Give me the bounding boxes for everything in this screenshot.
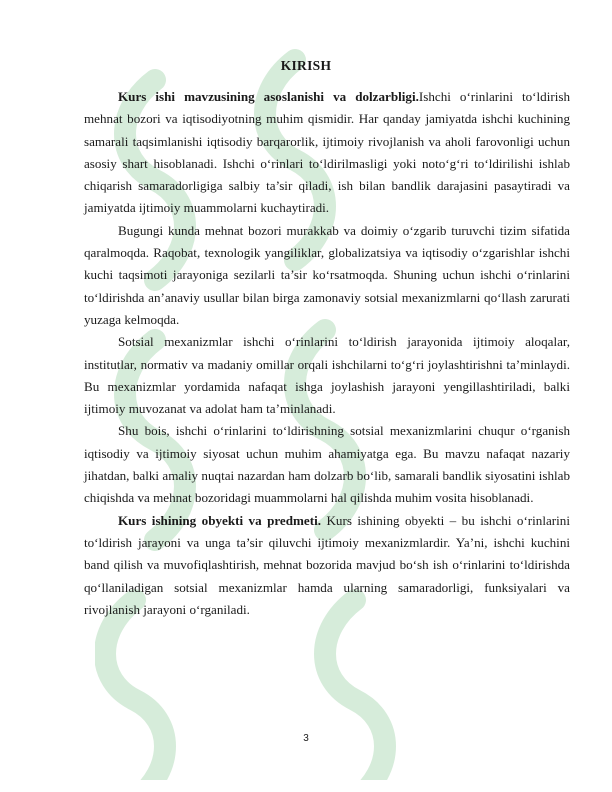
paragraph-text: Shu bois, ishchi o‘rinlarini to‘ldirishning sotsial mexanizmlarini chuqur o‘rganish iqtisodiy va ijtimoiy siyosat uchun muhim ahamiyatga ega. Bu mavzu nafaqat nazariy jihatdan, balki amaliy nuqtai nazardan ham dolzarb bo‘lib, samarali bandlik siyosatini ishlab chiqishda va mehnat bozoridagi muammolarni hal qilishda muhim vosita hisoblanadi. xyxy=(84,423,570,506)
document-body xyxy=(84,86,570,621)
page-number: 3 xyxy=(303,733,309,744)
paragraph xyxy=(84,420,570,509)
paragraph xyxy=(84,86,570,220)
paragraph xyxy=(84,220,570,331)
paragraph-text: Sotsial mexanizmlar ishchi o‘rinlarini to‘ldirish jarayonida ijtimoiy aloqalar, institutlar, normativ va madaniy omillar orqali ishchilarni to‘g‘ri joylashtirishni ta’minlaydi. Bu mexanizmlar yordamida nafaqat ishga joylashish jarayoni yengillashtiriladi, balki ijtimoiy muvozanat va adolat ham ta’minlanadi. xyxy=(84,334,570,417)
paragraph xyxy=(84,510,570,621)
paragraph-lead: Kurs ishi mavzusining asoslanishi va dolzarbligi. xyxy=(118,89,419,104)
paragraph-text: Bugungi kunda mehnat bozori murakkab va doimiy o‘zgarib turuvchi tizim sifatida qaralmoqda. Raqobat, texnologik yangiliklar, globalizatsiya va iqtisodiy o‘zgarishlar ishchi kuchi taqsimoti jarayoniga sezilarli ta’sir ko‘rsatmoqda. Shuning uchun ishchi o‘rinlarini to‘ldirishda an’anaviy usullar bilan birga zamonaviy sotsial mexanizmlarni qo‘llash zarurati yuzaga kelmoqda. xyxy=(84,222,570,327)
document-title: KIRISH xyxy=(280,58,332,73)
paragraph-text: Kurs ishining obyekti – bu ishchi o‘rinlarini to‘ldirish jarayoni va unga ta’sir qiluvchi ijtimoiy mexanizmlardir. Ya’ni, ishchi kuchini band qilish va muvofiqlashtirish, mehnat bozorida mavjud bo‘sh ish o‘rinlarini to‘ldirishda qo‘llaniladigan sotsial mexanizmlar hamda ularning samaradorligi, funksiyalari va rivojlanish jarayoni o‘rganiladi. xyxy=(84,512,570,617)
paragraph-lead: Kurs ishining obyekti va predmeti. xyxy=(118,512,322,528)
paragraph xyxy=(84,331,570,420)
paragraph-text: Ishchi o‘rinlarini to‘ldirish mehnat bozori va iqtisodiyotning muhim qismidir. Har qanday jamiyatda ishchi kuchining samarali taqsimlanishi iqtisodiy barqarorlik, ijtimoiy rivojlanish va aholi farovonligi uchun asosiy shart hisoblanadi. Ishchi o‘rinlari to‘ldirilmasligi yoki noto‘g‘ri to‘ldirilishi ishlab chiqarish samaradorligiga salbiy ta’sir qiladi, ish bilan bandlik darajasini pasaytiradi va jamiyatda ijtimoiy muammolarni kuchaytiradi. xyxy=(84,89,571,216)
